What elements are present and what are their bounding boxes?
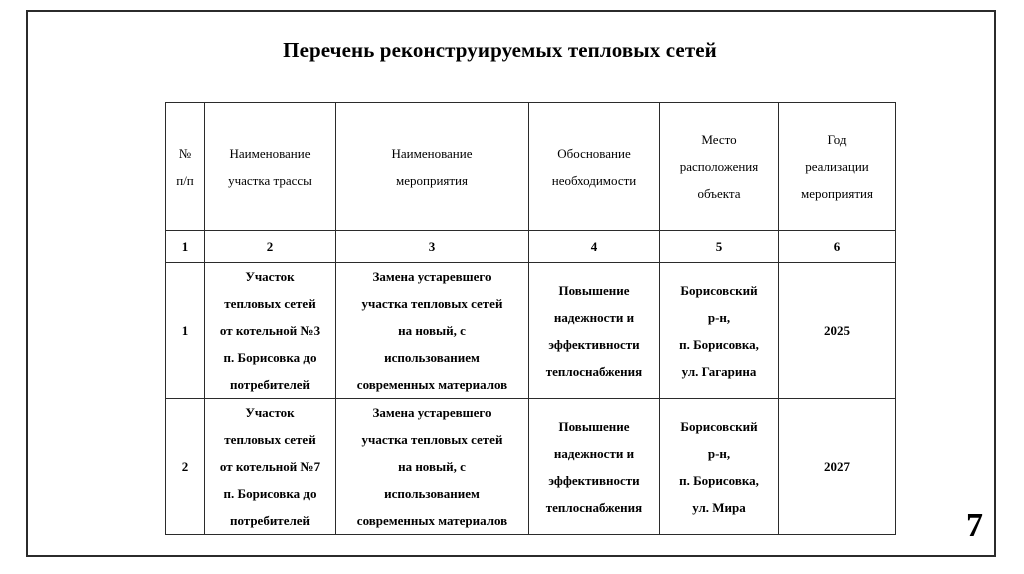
- header-number: [166, 103, 205, 231]
- cell-line: надежности и: [553, 445, 635, 461]
- cell-line: современных материалов: [356, 377, 508, 392]
- header-line: реализации: [805, 159, 869, 174]
- cell-line: р-н,: [707, 445, 731, 461]
- cell-line: использованием: [384, 486, 480, 501]
- cell-line: Повышение: [558, 418, 630, 434]
- header-line: участка трассы: [228, 172, 312, 188]
- measure-name-cell: [336, 263, 529, 399]
- cell-line: Повышение: [558, 282, 630, 298]
- cell-line: Участок: [245, 269, 295, 284]
- header-reason: [529, 103, 660, 231]
- header-line: №: [178, 145, 192, 161]
- header-line: мероприятия: [800, 186, 873, 201]
- cell-line: эффективности: [548, 472, 640, 488]
- year-cell: 2025: [779, 263, 896, 399]
- header-line: Место: [701, 132, 737, 147]
- cell-line: п. Борисовка до: [223, 486, 317, 501]
- header-measure-name: [336, 103, 529, 231]
- table-row: [166, 263, 896, 399]
- reason-cell: [529, 263, 660, 399]
- row-number: 1: [166, 263, 205, 399]
- cell-line: современных материалов: [356, 513, 508, 528]
- heating-networks-table: [165, 102, 896, 535]
- column-number: 1: [166, 231, 205, 263]
- cell-line: участка тепловых сетей: [361, 432, 503, 447]
- column-number: 6: [779, 231, 896, 263]
- header-line: расположения: [679, 159, 759, 174]
- column-number-row: [166, 231, 896, 263]
- cell-line: потребителей: [229, 513, 311, 528]
- cell-line: Замена устаревшего: [372, 269, 492, 284]
- cell-line: тепловых сетей: [224, 432, 316, 447]
- measure-name-cell: [336, 399, 529, 535]
- cell-line: использованием: [384, 350, 480, 365]
- cell-line: теплоснабжения: [545, 363, 643, 379]
- cell-line: от котельной №7: [219, 459, 321, 474]
- cell-line: потребителей: [229, 377, 311, 392]
- reason-cell: [529, 399, 660, 535]
- slide-title: Перечень реконструируемых тепловых сетей: [283, 38, 717, 62]
- cell-line: ул. Мира: [692, 499, 746, 515]
- header-line: Год: [827, 132, 847, 147]
- column-number: 4: [529, 231, 660, 263]
- location-cell: [660, 399, 779, 535]
- header-line: объекта: [697, 186, 741, 201]
- cell-line: теплоснабжения: [545, 499, 643, 515]
- cell-line: Замена устаревшего: [372, 405, 492, 420]
- table-row: [166, 399, 896, 535]
- header-line: Наименование: [229, 145, 311, 161]
- cell-line: Участок: [245, 405, 295, 420]
- header-line: Обоснование: [557, 145, 631, 161]
- cell-line: Борисовский: [680, 282, 758, 298]
- column-number: 3: [336, 231, 529, 263]
- column-number: 5: [660, 231, 779, 263]
- cell-line: ул. Гагарина: [681, 363, 757, 379]
- cell-line: надежности и: [553, 309, 635, 325]
- cell-line: п. Борисовка до: [223, 350, 317, 365]
- cell-line: эффективности: [548, 336, 640, 352]
- cell-line: п. Борисовка,: [679, 336, 759, 352]
- header-line: Наименование: [391, 145, 473, 161]
- cell-line: п. Борисовка,: [679, 472, 759, 488]
- cell-line: от котельной №3: [219, 323, 321, 338]
- header-line: мероприятия: [395, 172, 468, 188]
- header-year: [779, 103, 896, 231]
- column-number: 2: [205, 231, 336, 263]
- cell-line: на новый, с: [398, 459, 466, 474]
- row-number: 2: [166, 399, 205, 535]
- header-line: п/п: [176, 172, 194, 188]
- page-number: 7: [966, 507, 983, 544]
- header-section-name: [205, 103, 336, 231]
- cell-line: участка тепловых сетей: [361, 296, 503, 311]
- cell-line: тепловых сетей: [224, 296, 316, 311]
- year-cell: 2027: [779, 399, 896, 535]
- header-line: необходимости: [551, 172, 637, 188]
- cell-line: Борисовский: [680, 418, 758, 434]
- section-name-cell: [205, 399, 336, 535]
- location-cell: [660, 263, 779, 399]
- header-location: [660, 103, 779, 231]
- cell-line: р-н,: [707, 309, 731, 325]
- cell-line: на новый, с: [398, 323, 466, 338]
- section-name-cell: [205, 263, 336, 399]
- header-row: [166, 103, 896, 231]
